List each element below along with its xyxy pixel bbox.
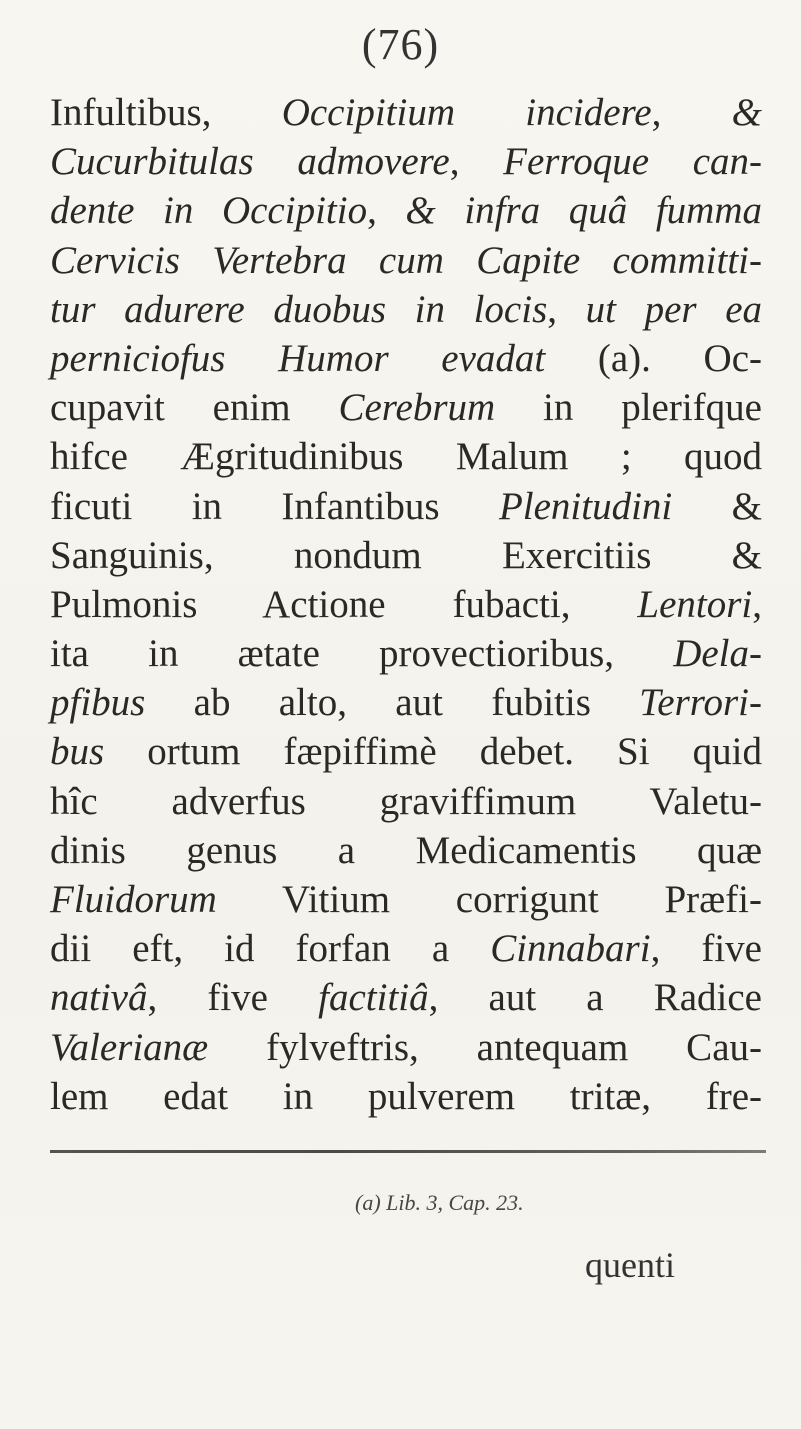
text-line	[50, 137, 762, 186]
text-line	[50, 580, 762, 629]
text-line	[50, 186, 762, 235]
text-segment: ficuti in Infantibus	[50, 484, 499, 528]
text-segment: , five	[147, 976, 319, 1020]
footnote: (a) Lib. 3, Cap. 23.	[355, 1190, 524, 1215]
text-segment: cupavit enim	[50, 386, 339, 430]
text-segment: hîc adverfus graviffimum Valetu-	[50, 779, 762, 823]
text-segment: hifce Ægritudinibus Malum ; quod	[50, 435, 762, 479]
footnote-rule	[50, 1150, 766, 1153]
italic-text-segment: Fluidorum	[50, 878, 217, 921]
text-line	[50, 482, 762, 531]
text-segment: &	[672, 484, 762, 528]
text-line	[50, 1072, 762, 1121]
italic-text-segment: perniciofus Humor evadat	[50, 336, 546, 380]
text-segment: in plerifque	[495, 386, 762, 430]
text-segment: (a). Oc-	[545, 336, 762, 380]
page-number: (76)	[361, 20, 440, 69]
text-segment: dinis genus a Medicamentis quæ	[50, 828, 762, 872]
italic-text-segment: bus	[50, 730, 105, 774]
text-line	[50, 432, 762, 481]
text-segment: ita in ætate provectioribus,	[50, 632, 674, 676]
text-segment: ,	[367, 189, 406, 233]
text-segment: ortum fæpiffimè debet. Si quid	[104, 730, 762, 774]
italic-text-segment: Dela-	[673, 632, 762, 676]
text-segment: Pulmonis Actione fubacti,	[50, 582, 638, 626]
text-line	[50, 924, 762, 973]
text-line	[50, 875, 762, 924]
text-line	[50, 285, 762, 334]
text-line	[50, 678, 762, 727]
italic-text-segment: pfibus	[50, 681, 146, 725]
text-line	[50, 629, 762, 678]
italic-text-segment: Plenitudini	[498, 484, 673, 528]
text-segment: lem edat in pulverem tritæ, fre-	[50, 1074, 762, 1118]
text-line	[50, 727, 762, 776]
text-segment: Infultibus,	[50, 91, 282, 134]
italic-text-segment: Cerebrum	[338, 386, 496, 430]
text-segment: ,	[752, 582, 762, 626]
italic-text-segment: tur adurere duobus in locis	[50, 287, 548, 331]
italic-text-segment: factitiâ	[318, 976, 429, 1020]
italic-text-segment: Cucurbitulas admovere	[50, 140, 450, 184]
catchword: quenti	[585, 1245, 675, 1285]
text-segment: , five	[650, 927, 762, 971]
text-segment: fylveftris, antequam Cau-	[208, 1025, 762, 1069]
italic-text-segment: Valerianæ	[50, 1025, 209, 1069]
text-line	[50, 383, 762, 432]
text-segment: ,	[449, 140, 504, 184]
text-line	[50, 531, 762, 580]
text-segment: ,	[651, 91, 732, 134]
italic-text-segment: ut per ea	[585, 287, 762, 331]
text-segment: Vitium corrigunt Præfi-	[216, 878, 762, 921]
italic-text-segment: Lentori	[637, 582, 753, 626]
italic-text-segment: Cervicis Vertebra cum Capite committi-	[50, 238, 762, 282]
text-line	[50, 1023, 762, 1072]
body-text	[50, 88, 762, 1121]
text-line	[50, 88, 762, 137]
italic-text-segment: Occipitium incidere	[281, 91, 652, 134]
text-line	[50, 236, 762, 285]
italic-text-segment: nativâ	[50, 976, 148, 1020]
text-segment: dii eft, id forfan a	[50, 927, 491, 971]
text-line	[50, 334, 762, 383]
italic-text-segment: Ferroque can-	[503, 140, 762, 184]
italic-text-segment: &	[731, 91, 763, 134]
italic-text-segment: & infra quâ fumma	[405, 189, 762, 233]
text-segment: , aut a Radice	[428, 976, 762, 1020]
text-segment: ,	[547, 287, 586, 331]
text-line	[50, 973, 762, 1022]
text-line	[50, 826, 762, 875]
text-segment: Sanguinis, nondum Exercitiis &	[50, 533, 762, 577]
italic-text-segment: dente in Occipitio	[50, 189, 368, 233]
italic-text-segment: Cinnabari	[490, 927, 651, 971]
text-line	[50, 777, 762, 826]
text-segment: ab alto, aut fubitis	[145, 681, 640, 725]
italic-text-segment: Terrori-	[639, 681, 762, 725]
